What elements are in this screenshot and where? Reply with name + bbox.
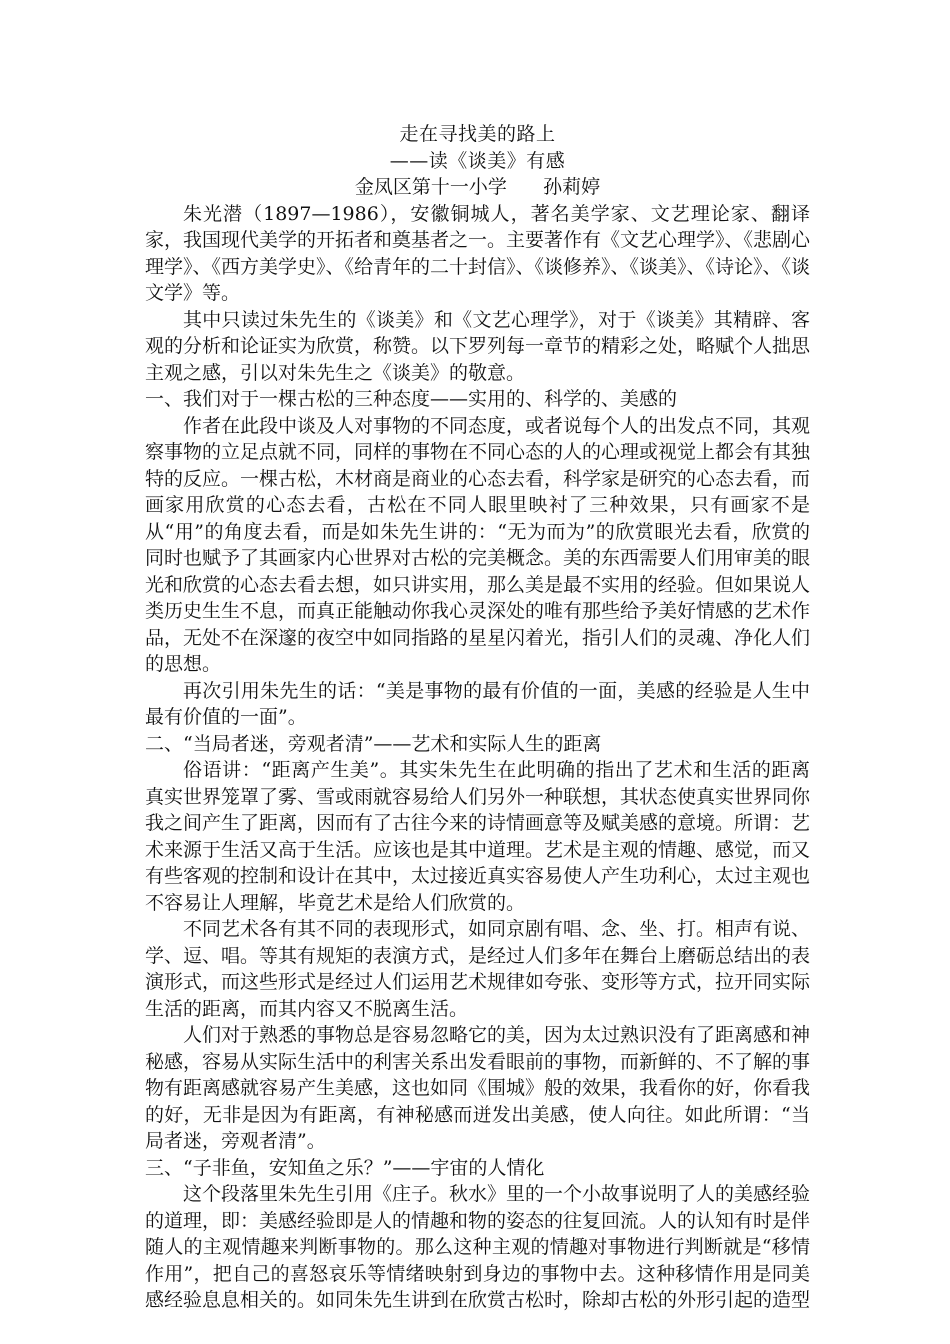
paragraph: 再次引用朱先生的话：“美是事物的最有价值的一面，美感的经验是人生中最有价值的一面”。 [145, 679, 810, 728]
paragraph: 其中只读过朱先生的《谈美》和《文艺心理学》，对于《谈美》其精辟、客观的分析和论证实为欣赏，称赞。以下罗列每一章节的精彩之处，略赋个人拙思主观之感，引以对朱先生之《谈美》的敬意。 [145, 308, 811, 384]
paragraph: 不同艺术各有其不同的表现形式，如同京剧有唱、念、坐、打。相声有说、学、逗、唱。等其有规矩的表演方式，是经过人们多年在舞台上磨砺总结出的表演形式，而这些形式是经过人们运用艺术规律如夸张、变形等方式，拉开同实际生活的距离，而其内容又不脱离生活。 [145, 918, 811, 1020]
paragraph: 这个段落里朱先生引用《庄子。秋水》里的一个小故事说明了人的美感经验的道理，即：美感经验即是人的情趣和物的姿态的往复回流。人的认知有时是伴随人的主观情趣来判断事物的。那么这种主观的情趣对事物进行判断就是“移情作用”，把自己的喜怒哀乐等情绪映射到身边的事物中去。这种移情作用是同美感经验息息相关的。如同朱先生讲到在欣赏古松时，除却古松的外形引起的造型 [145, 1183, 811, 1311]
doc-subtitle: ——读《谈美》有感 [389, 149, 566, 172]
paragraph: 朱光潜（1897—1986），安徽铜城人，著名美学家、文艺理论家、翻译家，我国现代美学的开拓者和奠基者之一。主要著作有《文艺心理学》、《悲剧心理学》、《西方美学史》、《给青年的二十封信》、《谈修养》、《谈美》、《诗论》、《谈文学》等。 [145, 202, 811, 304]
paragraph: 人们对于熟悉的事物总是容易忽略它的美，因为太过熟识没有了距离感和神秘感，容易从实际生活中的利害关系出发看眼前的事物，而新鲜的、不了解的事物有距离感就容易产生美感，这也如同《围城》般的效果，我看你的好，你看我的好，无非是因为有距离，有神秘感而迸发出美感，使人向往。如此所谓：“当局者迷，旁观者清”。 [145, 1024, 811, 1152]
doc-author: 金凤区第十一小学 孙莉婷 [354, 176, 601, 198]
section-heading: 二、“当局者迷，旁观者清”——艺术和实际人生的距离 [145, 732, 602, 755]
doc-title: 走在寻找美的路上 [399, 123, 556, 145]
paragraph: 作者在此段中谈及人对事物的不同态度，或者说每个人的出发点不同，其观察事物的立足点就不同，同样的事物在不同心态的人的心理或视觉上都会有其独特的反应。一棵古松，木材商是商业的心态去看，科学家是研究的心态去看，而画家用欣赏的心态去看，古松在不同人眼里映衬了三种效果，只有画家不是从“用”的角度去看，而是如朱先生讲的：“无为而为”的欣赏眼光去看，欣赏的同时也赋予了其画家内心世界对古松的完美概念。美的东西需要人们用审美的眼光和欣赏的心态去看去想，如只讲实用，那么美是最不实用的经验。但如果说人类历史生生不息，而真正能触动你我心灵深处的唯有那些给予美好情感的艺术作品，无处不在深邃的夜空中如同指路的星星闪着光，指引人们的灵魂、净化人们的思想。 [145, 414, 811, 675]
paragraph: 俗语讲：“距离产生美”。其实朱先生在此明确的指出了艺术和生活的距离真实世界笼罩了雾、雪或雨就容易给人们另外一种联想，其状态使真实世界同你我之间产生了距离，因而有了古往今来的诗情画意等及赋美感的意境。所谓：艺术来源于生活又高于生活。应该也是其中道理。艺术是主观的情趣、感觉，而又有些客观的控制和设计在其中，太过接近真实容易使人产生功利心，太过主观也不容易让人理解，毕竟艺术是给人们欣赏的。 [145, 759, 811, 914]
section-heading: 三、“子非鱼，安知鱼之乐？”——宇宙的人情化 [145, 1156, 545, 1179]
section-heading: 一、我们对于一棵古松的三种态度——实用的、科学的、美感的 [145, 388, 678, 410]
